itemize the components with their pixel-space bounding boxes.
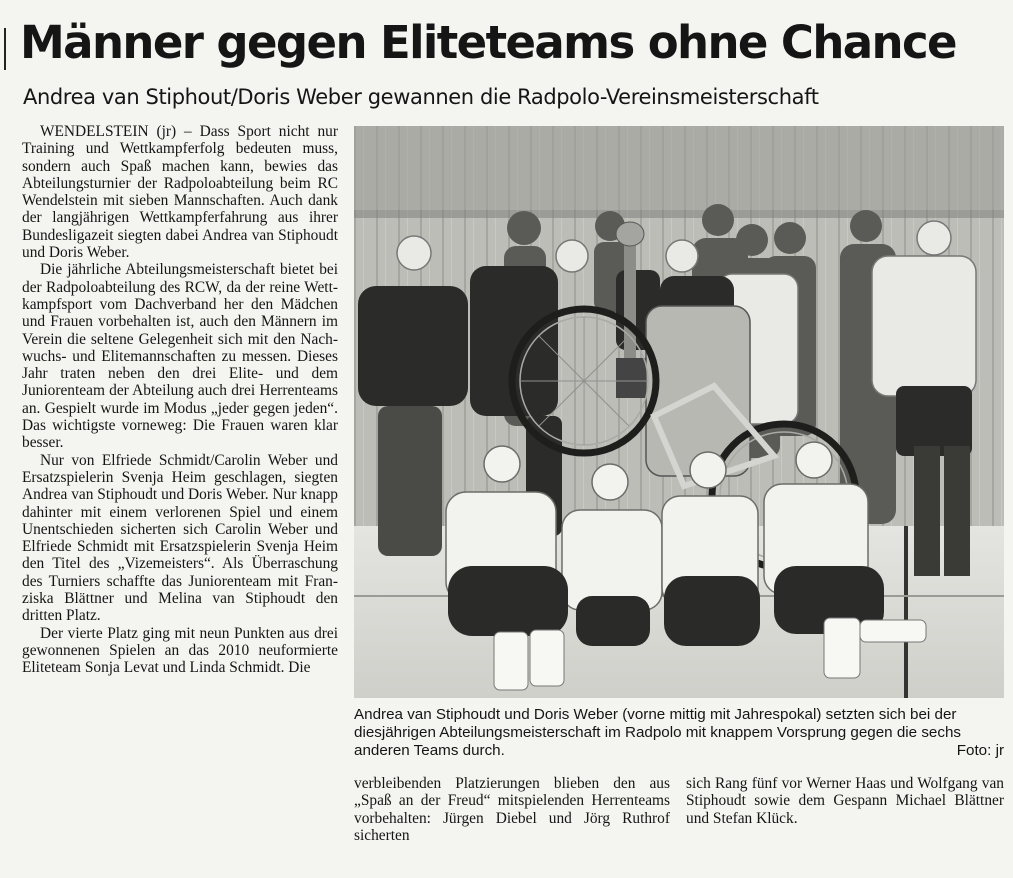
paragraph: verbleibenden Platzierungen blieben den aus „Spaß an der Freud“ mitspielenden Herrenteams vorbehalten: Jürgen Diebel und Jörg Ruthrof sicherten bbox=[354, 775, 670, 844]
team-photo-illustration bbox=[354, 126, 1004, 698]
paragraph: sich Rang fünf vor Werner Haas und Wolfgang van Stiphoudt sowie dem Gespann Michael Blättner und Stefan Klück. bbox=[686, 775, 1004, 827]
page-edge-rule bbox=[4, 28, 6, 70]
paragraph: Nur von Elfriede Schmidt/Carolin Weber und Ersatzspielerin Svenja Heim geschlagen, siegten Andrea van Stiphoudt und Doris Weber. Nur knapp dahinter mit einem verlorenen Spiel und einem Unentschieden sicherten sich Carolin Weber und Elfriede Schmidt mit Ersatzspielerin Svenja Heim den Titel des „Vizemeisters“. Als Überraschung des Turniers schaffte das Juniorenteam mit Franziska Blättner und Melina van Stiphoudt den dritten Platz. bbox=[22, 451, 338, 625]
paragraph: WENDELSTEIN (jr) – Dass Sport nicht nur Training und Wettkampferfolg bedeuten muss, sondern auch Spaß machen kann, bewies das Abteilungsturnier der Radpoloabteilung beim RC Wendelstein mit sieben Mannschaften. Auch dank der langjährigen Wettkampferfahrung aus ihrer Bundesligazeit siegten dabei Andrea van Stiphoudt und Doris Weber. bbox=[22, 123, 338, 262]
subheadline: Andrea van Stiphout/Doris Weber gewannen die Radpolo-Vereinsmeisterschaft bbox=[23, 85, 819, 109]
team-photo bbox=[354, 126, 1004, 698]
article-column-2 bbox=[354, 775, 670, 844]
article-column-1 bbox=[22, 123, 338, 677]
paragraph: Die jährliche Abteilungsmeisterschaft bietet bei der Radpoloabteilung des RCW, da der reine Wettkampfsport vom Dachverband her den Mädchen und Frauen vorbehalten ist, auch den Männern im Verein die seltene Gelegenheit sich mit den Nachwuchs- und Elitemannschaften zu messen. Dieses Jahr traten neben den drei Elite- und dem Juniorenteam der Abteilung auch drei Herrenteams an. Gespielt wurde im Modus „jeder gegen jeden“. Das wichtigste vorneweg: Die Frauen waren klar besser. bbox=[22, 261, 338, 452]
paragraph: Der vierte Platz ging mit neun Punkten aus drei gewonnenen Spielen an das 2010 neuformierte Eliteteam Sonja Levat und Linda Schmidt. Die bbox=[22, 624, 338, 677]
photo-credit: Foto: jr bbox=[956, 742, 1004, 759]
headline: Männer gegen Eliteteams ohne Chance bbox=[20, 16, 956, 69]
article-column-3 bbox=[686, 775, 1004, 827]
photo-caption: Andrea van Stiphoudt und Doris Weber (vorne mittig mit Jahrespokal) setzten sich bei der diesjährigen Abteilungsmeisterschaft im Radpolo mit knappem Vorsprung gegen die sechs anderen Teams durch. bbox=[354, 706, 962, 759]
